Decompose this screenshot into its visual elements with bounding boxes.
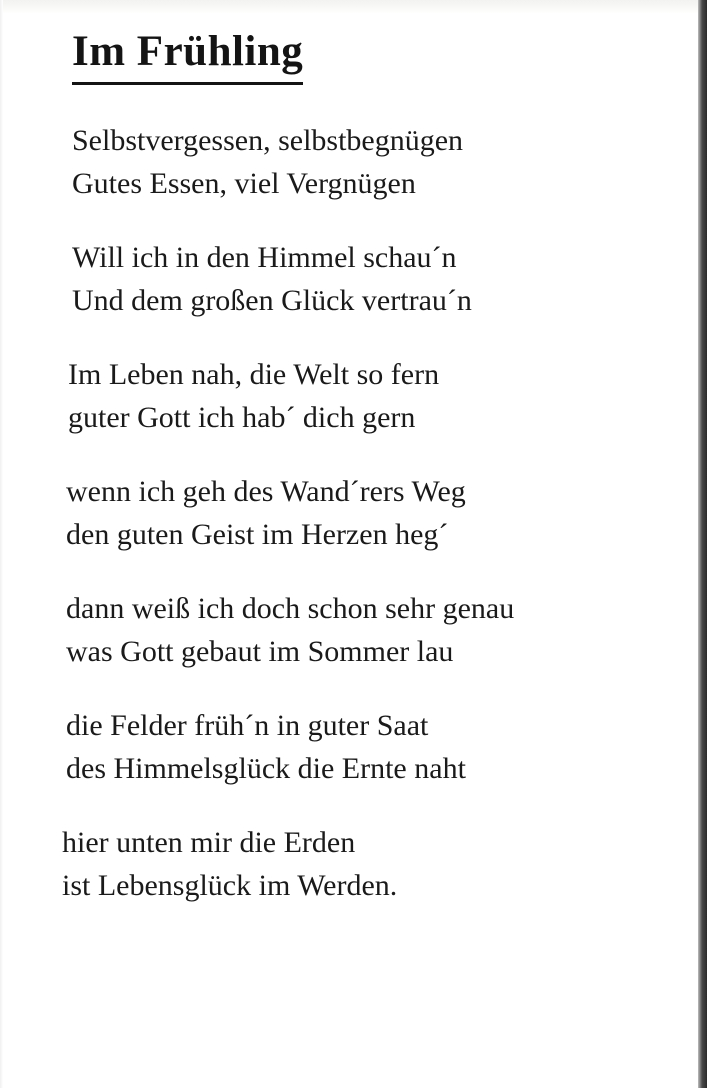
poem-line: guter Gott ich hab´ dich gern bbox=[68, 401, 416, 434]
poem-line: Will ich in den Himmel schau´n bbox=[72, 241, 457, 274]
poem-line: des Himmelsglück die Ernte naht bbox=[66, 752, 466, 785]
poem-line: Und dem großen Glück vertrau´n bbox=[72, 284, 472, 317]
page-title-text: Im Frühling bbox=[72, 24, 303, 85]
stanza bbox=[0, 470, 698, 556]
poem-line: Selbstvergessen, selbstbegnügen bbox=[72, 124, 464, 157]
poem-line: Gutes Essen, viel Vergnügen bbox=[72, 167, 416, 200]
stanza bbox=[0, 119, 698, 205]
poem-line: hier unten mir die Erden bbox=[62, 826, 356, 859]
poem-body bbox=[0, 85, 698, 907]
poem-line: was Gott gebaut im Sommer lau bbox=[66, 635, 454, 668]
page-right-edge bbox=[698, 0, 707, 1088]
stanza bbox=[0, 821, 698, 907]
page-title bbox=[0, 24, 698, 85]
poem-line: ist Lebensglück im Werden. bbox=[62, 869, 398, 902]
poem-line: Im Leben nah, die Welt so fern bbox=[68, 358, 440, 391]
poem-line: dann weiß ich doch schon sehr genau bbox=[66, 592, 515, 625]
poem-line: die Felder früh´n in guter Saat bbox=[66, 709, 429, 742]
poem-line: den guten Geist im Herzen heg´ bbox=[66, 518, 449, 551]
stanza bbox=[0, 236, 698, 322]
stanza bbox=[0, 587, 698, 673]
stanza bbox=[0, 353, 698, 439]
poem-line: wenn ich geh des Wand´rers Weg bbox=[66, 475, 466, 508]
stanza bbox=[0, 704, 698, 790]
